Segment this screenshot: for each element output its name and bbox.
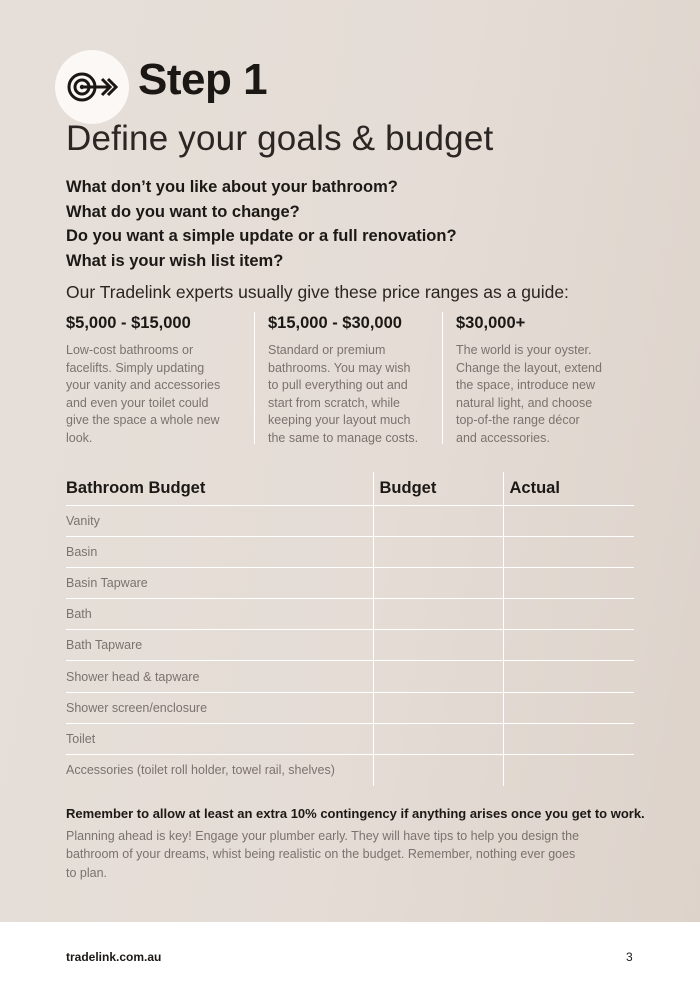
page-footer xyxy=(0,922,700,990)
table-row xyxy=(66,755,634,786)
question-item: Do you want a simple update or a full renovation? xyxy=(66,227,457,245)
item-label: Bath Tapware xyxy=(66,630,373,661)
desc-line: your vanity and accessories xyxy=(66,378,221,393)
item-label: Accessories (toilet roll holder, towel rail, shelves) xyxy=(66,763,335,778)
price-label: $15,000 - $30,000 xyxy=(268,314,402,332)
header-actual: Actual xyxy=(503,472,634,505)
actual-cell[interactable] xyxy=(503,505,634,536)
desc-line: Change the layout, extend xyxy=(456,360,602,375)
actual-cell[interactable] xyxy=(503,599,634,630)
step-title: Step 1 xyxy=(138,55,268,104)
desc-line: The world is your oyster. xyxy=(456,343,592,357)
actual-cell[interactable] xyxy=(503,536,634,567)
item-label: Vanity xyxy=(66,505,373,536)
desc-line: to pull everything out and xyxy=(268,378,408,393)
reminder-line: to plan. xyxy=(66,865,108,880)
question-item: What don’t you like about your bathroom? xyxy=(66,178,398,196)
budget-cell[interactable] xyxy=(373,536,503,567)
actual-cell[interactable] xyxy=(503,567,634,598)
desc-line: facelifts. Simply updating xyxy=(66,360,205,375)
desc-line: and accessories. xyxy=(456,430,550,445)
header-budget: Budget xyxy=(373,472,503,505)
guide-text: Our Tradelink experts usually give these price ranges as a guide: xyxy=(66,282,569,302)
budget-cell[interactable] xyxy=(373,599,503,630)
budget-cell[interactable] xyxy=(373,755,503,786)
question-item: What is your wish list item? xyxy=(66,251,284,270)
price-description xyxy=(268,342,440,448)
price-range-mid xyxy=(268,312,440,448)
desc-line: start from scratch, while xyxy=(268,395,400,410)
reminder-line: bathroom of your dreams, whist being realistic on the budget. Remember, nothing ever goes xyxy=(66,847,576,862)
desc-line: look. xyxy=(66,430,93,445)
desc-line: Low-cost bathrooms or xyxy=(66,343,194,357)
actual-cell[interactable] xyxy=(503,630,634,661)
table-row xyxy=(66,692,634,723)
desc-line: natural light, and choose xyxy=(456,395,593,410)
table-row xyxy=(66,723,634,754)
table-row xyxy=(66,536,634,567)
budget-cell[interactable] xyxy=(373,567,503,598)
desc-line: the same to manage costs. xyxy=(268,430,419,445)
price-range-high xyxy=(456,312,636,448)
column-divider xyxy=(442,312,443,444)
question-item: What do you want to change? xyxy=(66,202,300,221)
question-list xyxy=(66,176,457,274)
table-row xyxy=(66,630,634,661)
budget-table xyxy=(66,472,634,786)
item-label: Basin Tapware xyxy=(66,567,373,598)
page-number: 3 xyxy=(626,950,633,964)
actual-cell[interactable] xyxy=(503,723,634,754)
reminder-body xyxy=(66,827,626,882)
price-label: $30,000+ xyxy=(456,314,526,332)
item-label: Basin xyxy=(66,536,373,567)
desc-line: the space, introduce new xyxy=(456,378,595,393)
desc-line: give the space a whole new xyxy=(66,413,220,428)
item-label: Shower head & tapware xyxy=(66,661,373,692)
budget-cell[interactable] xyxy=(373,630,503,661)
desc-line: keeping your layout much xyxy=(268,413,411,428)
header-bathroom-budget: Bathroom Budget xyxy=(66,472,373,505)
actual-cell[interactable] xyxy=(503,755,634,786)
price-description xyxy=(66,342,246,448)
budget-cell[interactable] xyxy=(373,661,503,692)
actual-cell[interactable] xyxy=(503,661,634,692)
footer-url-link[interactable]: tradelink.com.au xyxy=(66,950,162,964)
actual-cell[interactable] xyxy=(503,692,634,723)
desc-line: Standard or premium xyxy=(268,343,386,357)
column-divider xyxy=(254,312,255,444)
price-label: $5,000 - $15,000 xyxy=(66,314,191,332)
table-header-row xyxy=(66,472,634,505)
table-row xyxy=(66,567,634,598)
item-label: Shower screen/enclosure xyxy=(66,692,373,723)
contingency-reminder: Remember to allow at least an extra 10% contingency if anything arises once you get to work. xyxy=(66,806,645,821)
budget-cell[interactable] xyxy=(373,505,503,536)
table-row xyxy=(66,505,634,536)
budget-cell[interactable] xyxy=(373,723,503,754)
budget-cell[interactable] xyxy=(373,692,503,723)
item-label: Bath xyxy=(66,599,373,630)
table-row xyxy=(66,599,634,630)
price-description xyxy=(456,342,636,448)
page-subtitle: Define your goals & budget xyxy=(66,119,494,158)
reminder-line: Planning ahead is key! Engage your plumber early. They will have tips to help you design the xyxy=(66,829,580,843)
price-range-low xyxy=(66,312,246,448)
table-row xyxy=(66,661,634,692)
target-arrow-icon xyxy=(55,50,129,124)
item-label: Toilet xyxy=(66,723,373,754)
desc-line: and even your toilet could xyxy=(66,395,209,410)
desc-line: bathrooms. You may wish xyxy=(268,360,411,375)
desc-line: top-of-the range décor xyxy=(456,413,580,428)
